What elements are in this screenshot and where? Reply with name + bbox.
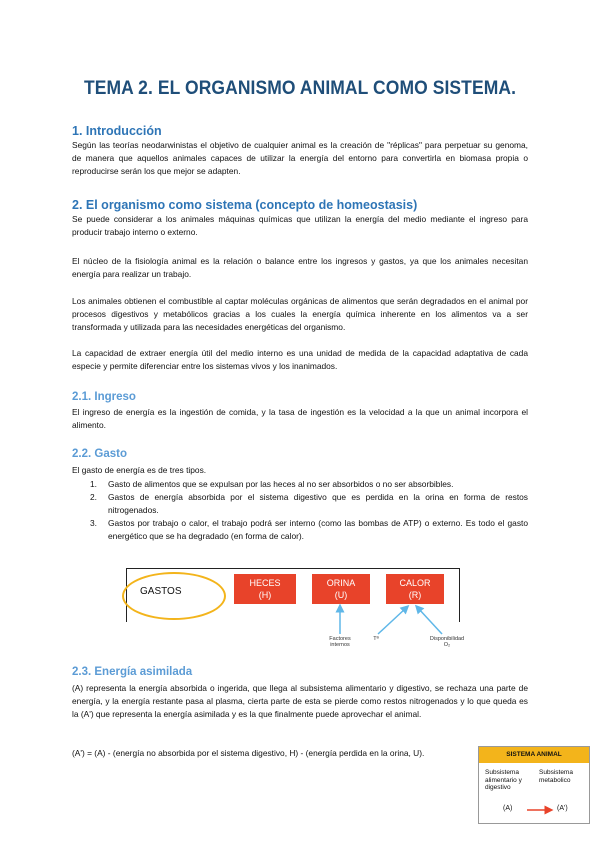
gastos-diagram [126, 568, 465, 668]
section-2-paragraph-4: La capacidad de extraer energía útil del medio interno es una unidad de medida de la capacidad adaptativa de cada especie y permite diferenciar entre los sistemas vivos y los inanimados. [72, 348, 528, 371]
formula-text: (A') = (A) - (energía no absorbida por el sistema digestivo, H) - (energía perdida en la orina, U). [72, 748, 425, 758]
calor-box: CALOR (R) [386, 574, 444, 604]
section-2-paragraph-3: Los animales obtienen el combustible al captar moléculas orgánicas de alimentos que serán degradados en el animal por procesos digestivos y metabólicos gracias a los cuales la energía química inherente en los alimentos va a ser transformada y utilizada para las necesidades energéticas del organismo. [72, 296, 528, 332]
arrow-right-icon [525, 805, 555, 815]
list-item: 1. Gasto de alimentos que se expulsan por las heces al no ser absorbidos o no ser absorbibles. [90, 479, 454, 489]
section-2-heading: 2. El organismo como sistema (concepto de homeostasis) [72, 198, 418, 212]
orina-box: ORINA (U) [312, 574, 370, 604]
subsistema-metabolico-label: Subsistema metabolico [539, 769, 573, 784]
list-item: 3. Gastos por trabajo o calor, el trabajo podrá ser interno (como las bombas de ATP) o externo. Es todo el gasto energético que se ha degradado (en forma de calor). [90, 518, 528, 541]
gastos-label: GASTOS [140, 586, 182, 597]
subsistema-digestivo-label: Subsistema alimentario y digestivo [485, 769, 522, 791]
section-2-2-intro: El gasto de energía es de tres tipos. [72, 465, 207, 475]
a-label: (A) [503, 805, 513, 812]
list-item: 2. Gastos de energía absorbida por el sistema digestivo que es perdida en la orina en forma de restos nitrogenados. [90, 492, 528, 515]
heces-box: HECES (H) [234, 574, 296, 604]
a-prime-label: (A') [557, 805, 568, 812]
section-2-paragraph-2: El núcleo de la fisiología animal es la relación o balance entre los ingresos y gastos, ya que los animales necesitan energía para realizar un trabajo. [72, 256, 528, 279]
oxygen-label: Disponibilidad O₂ [429, 636, 465, 648]
factores-label: Factores internos [329, 636, 351, 648]
arrow-oxygen [418, 608, 442, 634]
arrow-temp [378, 608, 406, 634]
section-2-1-text: El ingreso de energía es la ingestión de comida, y la tasa de ingestión es la velocidad a la que un animal incorpora el alimento. [72, 407, 528, 430]
sistema-animal-box [478, 746, 590, 824]
section-2-paragraph-1: Se puede considerar a los animales máquinas químicas que utilizan la energía del medio mediante el ingreso para producir trabajo interno o externo. [72, 214, 528, 237]
temp-label: Tª [373, 636, 379, 642]
sistema-animal-title: SISTEMA ANIMAL [479, 747, 589, 763]
section-2-2-heading: 2.2. Gasto [72, 448, 127, 460]
page-title: TEMA 2. EL ORGANISMO ANIMAL COMO SISTEMA. [83, 78, 517, 99]
section-1-heading: 1. Introducción [72, 124, 162, 138]
gasto-list [84, 478, 528, 543]
diagram-arrows [126, 568, 460, 668]
section-2-1-heading: 2.1. Ingreso [72, 391, 136, 403]
section-1-text: Según las teorías neodarwinistas el objetivo de cualquier animal es la creación de "réplicas" para perpetuar su genoma, de manera que aquellos animales capaces de utilizar la energía del entorno para convertirla en biomasa propia o reproducirse serán los que mejor se adapten. [72, 140, 528, 176]
section-2-3-text: (A) representa la energía absorbida o ingerida, que llega al subsistema alimentario y digestivo, se rechaza una parte de energía, y la energía restante pasa al plasma, cierta parte de esta se pierde como restos nitrogenados y lo que queda es la (A') que representa la energía asimilada y es la que finalmente puede aprovechar el animal. [72, 683, 528, 719]
section-2-3-heading: 2.3. Energía asimilada [72, 666, 193, 678]
